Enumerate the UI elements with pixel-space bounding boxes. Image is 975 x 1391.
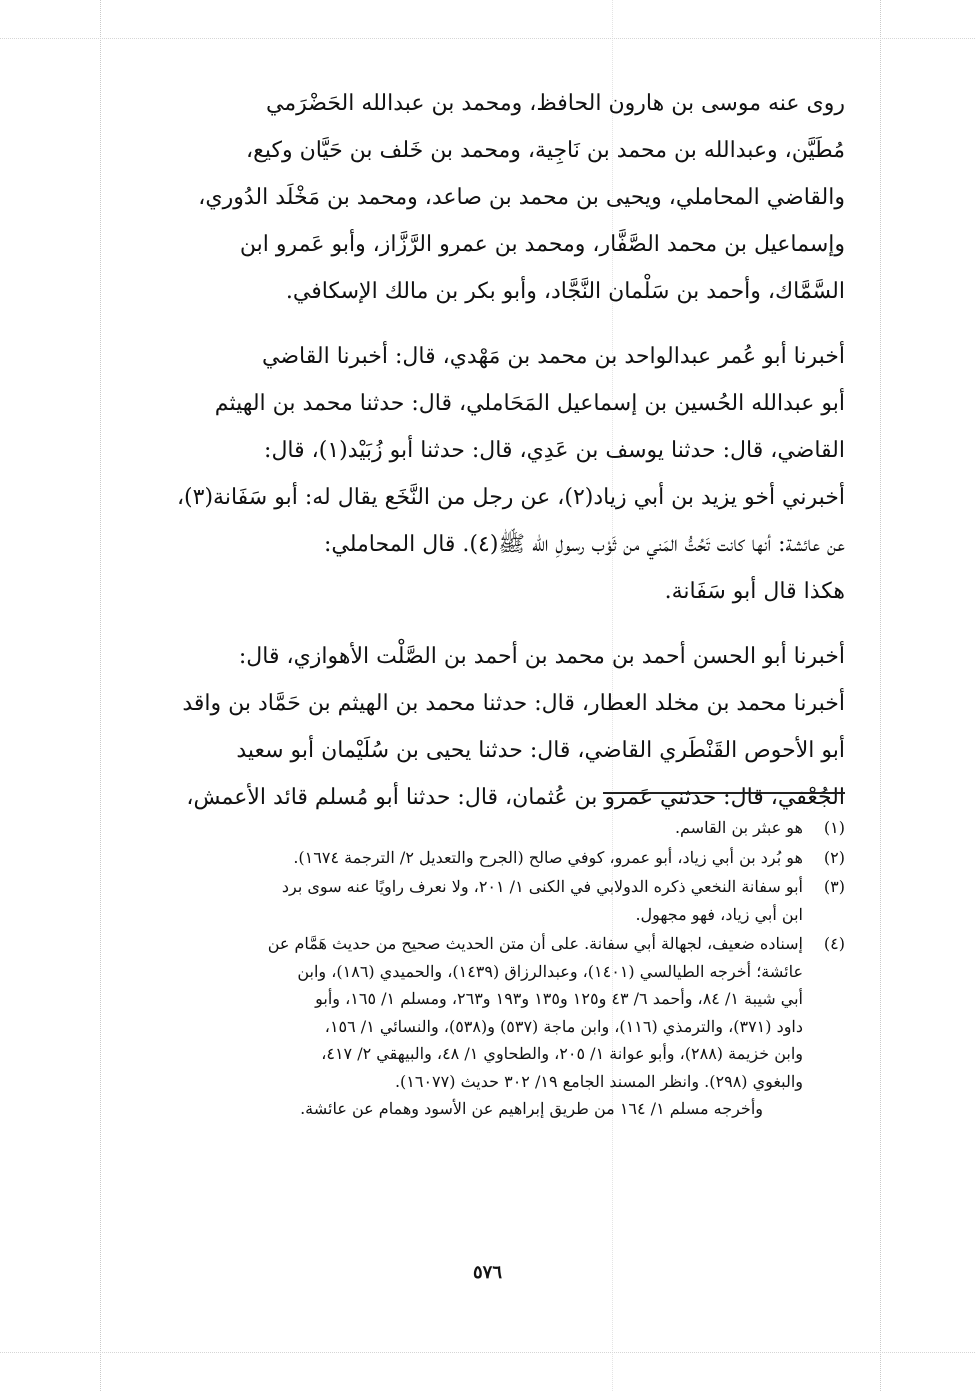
scan-guide-line [880, 0, 881, 1391]
footnote-number: (٢) [823, 847, 845, 867]
footnote-number: (١) [823, 818, 845, 837]
text-line: أبو الأحوص القَنْطَري القاضي، قال: حدثنا يحيى بن سُلَيْمان أبو سعيد [236, 738, 845, 763]
text-line: أخبرنا محمد بن مخلد العطار، قال: حدثنا محمد بن الهيثم بن حَمَّاد بن واقد [182, 691, 845, 716]
text-line: الجُعْفي، قال: حدثني عَمرو بن عُثمان، قال: حدثنا أبو مُسلم قائد الأعمش، [186, 785, 845, 810]
footnote-line: وابن خزيمة (٢٨٨)، وأبو عوانة ١/ ٢٠٥، والطحاوي ١/ ٤٨، والبيهقي ٢/ ٤١٧، [321, 1044, 803, 1063]
scan-guide-line [100, 0, 101, 1391]
footnotes [132, 814, 845, 1123]
text-line: أبو عبدالله الحُسين بن إسماعيل المَحَاملي، قال: حدثنا محمد بن الهيثم [214, 391, 845, 416]
text-line: أخبرنا أبو الحسن أحمد بن محمد بن أحمد بن الصَّلْت الأهوازي، قال: [238, 644, 845, 669]
footnote [132, 814, 845, 842]
page-number: ٥٧٦ [472, 1262, 502, 1283]
text-line: والقاضي المحاملي، ويحيى بن محمد بن صاعد، ومحمد بن مَخْلَد الدُوري، [198, 185, 845, 210]
text-line: روى عنه موسى بن هارون الحافظ، ومحمد بن عبدالله الحَضْرَمي [266, 91, 845, 116]
text-line: عن عائشة: أنها كانت تَحُتُّ المَني من ثَوْب رسولِ الله ﷺ(٤). قال المحاملي: [323, 532, 845, 557]
scan-guide-line [0, 38, 975, 39]
footnote-number: (٣) [823, 877, 845, 896]
footnote-line: هو عبثر بن القاسم. [674, 818, 803, 837]
main-text [130, 80, 845, 821]
footnote [132, 873, 845, 928]
footnote-line: أبي شيبة ١/ ٨٤، وأحمد ٦/ ٤٣ و١٢٥ و١٣٥ و١٩٣ و٢٦٣، ومسلم ١/ ١٦٥، وأبو [315, 989, 803, 1008]
footnote [132, 844, 845, 872]
footnote-line: داود (٣٧١)، والترمذي (١١٦)، وابن ماجة (٥٣٧) و(٥٣٨)، والنسائي ١/ ١٥٦، [324, 1016, 803, 1036]
footnote-line: أبو سفانة النخعي ذكره الدولابي في الكنى ١/ ٢٠١، ولا نعرف راويًا عنه سوى برد [281, 877, 803, 896]
text-line: أخبرنا أبو عُمر عبدالواحد بن محمد بن مَهْدي، قال: أخبرنا القاضي [262, 344, 845, 369]
footnote-divider [603, 792, 845, 794]
footnote-line: هو بُرد بن أبي زياد، أبو عمرو، كوفي صالح (الجرح والتعديل ٢/ الترجمة ١٦٧٤). [293, 847, 803, 867]
footnote-line: إسناده ضعيف، لجهالة أبي سفانة. على أن متن الحديث صحيح من حديث هَمَّام عن [267, 934, 803, 953]
paragraph [130, 333, 845, 615]
text-line: أخبرني أخو يزيد بن أبي زياد(٢)، عن رجل من النَّخَع يقال له: أبو سَفَانة(٣)، [176, 485, 845, 510]
text-line: وإسماعيل بن محمد الصَّفَّار، ومحمد بن عمرو الرَّزَّاز، وأبو عَمرو ابن [239, 232, 845, 257]
footnote [132, 930, 845, 1095]
footnote-line: ابن أبي زياد، فهو مجهول. [635, 904, 803, 924]
footnote-extra: وأخرجه مسلم ١/ ١٦٤ من طريق إبراهيم عن الأسود وهمام عن عائشة. [300, 1099, 763, 1118]
footnote-line: عائشة؛ أخرجه الطيالسي (١٤٠١)، وعبدالرزاق (١٤٣٩)، والحميدي (١٨٦)، وابن [297, 961, 803, 981]
scan-guide-line [0, 1352, 975, 1353]
footnote-line: والبغوي (٢٩٨). وانظر المسند الجامع ١٩/ ٣٠٢ حديث (١٦٠٧٧). [394, 1071, 803, 1091]
text-line: مُطَيَّن، وعبدالله بن محمد بن نَاجِية، ومحمد بن خَلف بن حَيَّان وكيع، [246, 138, 845, 163]
footnote-number: (٤) [823, 934, 845, 953]
text-line: هكذا قال أبو سَفَانة. [664, 579, 845, 604]
text-line: القاضي، قال: حدثنا يوسف بن عَدِي، قال: حدثنا أبو زُبَيْد(١)، قال: [264, 438, 845, 463]
paragraph [130, 80, 845, 315]
text-line: السَّمَّاك، وأحمد بن سَلْمان النَّجَّاد، وأبو بكر بن مالك الإسكافي. [285, 279, 845, 304]
